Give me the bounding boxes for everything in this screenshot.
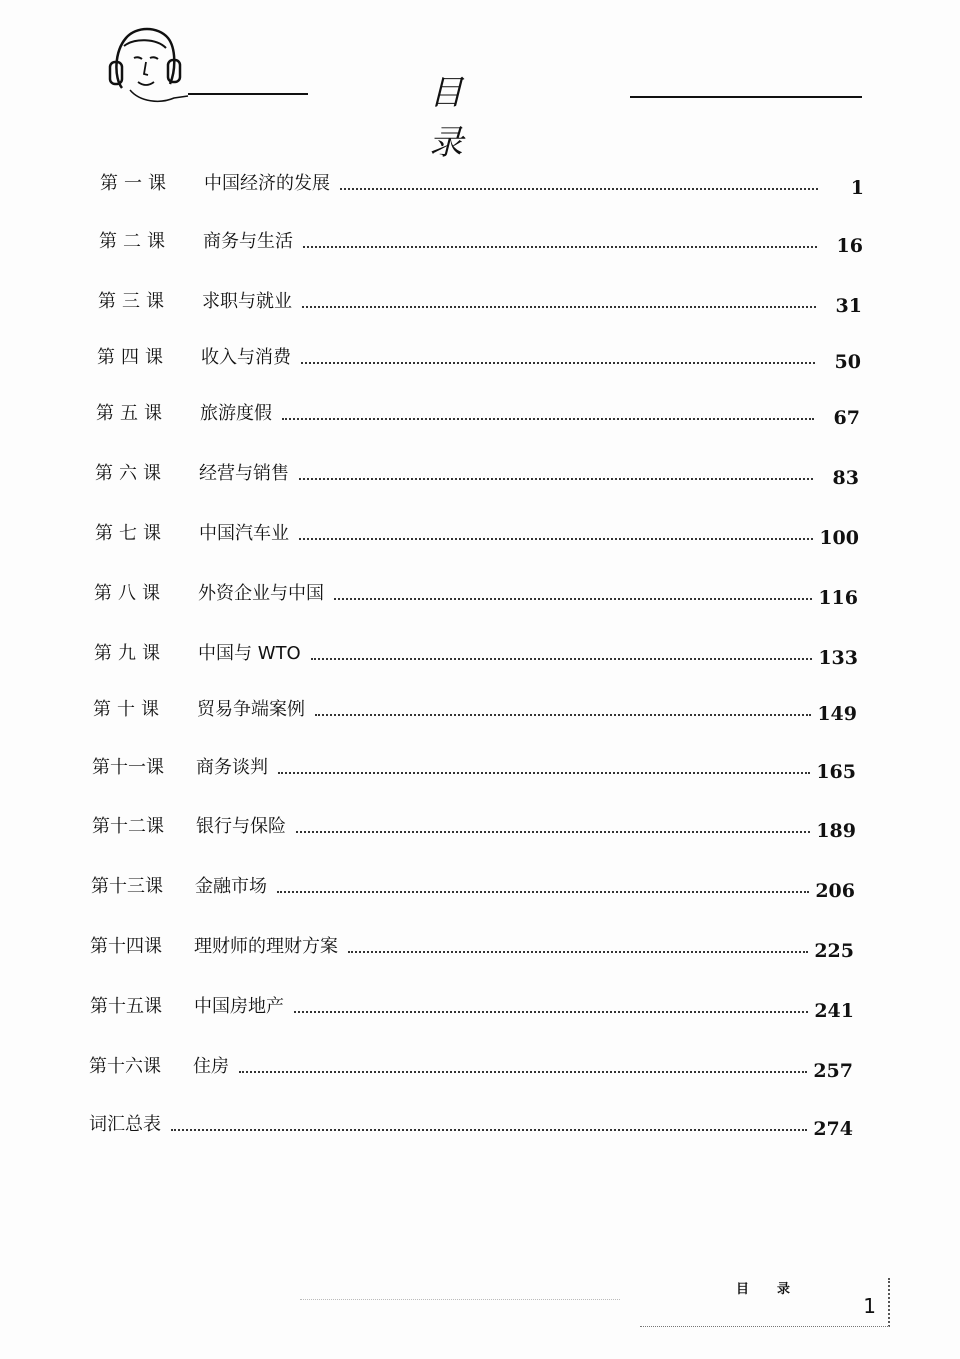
page-number: 165 — [816, 761, 856, 783]
lesson-number: 第十课 — [93, 699, 165, 720]
page-number: 16 — [836, 235, 863, 257]
footer-section-label: 目录 — [736, 1282, 819, 1297]
page-number: 241 — [814, 1000, 854, 1022]
page-number: 31 — [835, 295, 862, 317]
lesson-title: 外资企业与中国 — [198, 583, 324, 604]
lesson-number: 第十五课 — [90, 996, 162, 1017]
toc-entry[interactable] — [94, 574, 858, 608]
page-number: 149 — [817, 703, 857, 725]
lesson-number: 第八课 — [94, 583, 166, 604]
lesson-number: 第十六课 — [89, 1056, 161, 1077]
page-number: 100 — [819, 527, 859, 549]
toc-entry[interactable] — [95, 514, 859, 548]
lesson-title: 银行与保险 — [196, 816, 286, 837]
toc-entry[interactable] — [96, 394, 860, 428]
lesson-title: 中国与 WTO — [198, 643, 301, 664]
toc-entry[interactable] — [92, 748, 856, 782]
dot-leader — [334, 597, 812, 600]
dot-leader — [282, 417, 814, 420]
lesson-title: 住房 — [193, 1056, 229, 1077]
dot-leader — [239, 1070, 807, 1073]
dot-leader — [171, 1128, 807, 1131]
lesson-title: 金融市场 — [195, 876, 267, 897]
title-rule-left — [188, 93, 308, 95]
dot-leader — [294, 1010, 808, 1013]
footer-page-number: 1 — [863, 1294, 876, 1318]
toc-entry[interactable] — [100, 164, 864, 198]
page-number: 189 — [816, 820, 856, 842]
lesson-title: 商务与生活 — [203, 231, 293, 252]
dot-leader — [302, 305, 816, 308]
dot-leader — [277, 890, 809, 893]
lesson-number: 第十四课 — [90, 936, 162, 957]
toc-entry[interactable] — [90, 927, 854, 961]
lesson-title: 理财师的理财方案 — [194, 936, 338, 957]
lesson-number: 第十一课 — [92, 757, 164, 778]
dot-leader — [301, 361, 815, 364]
lesson-number: 第一课 — [100, 173, 172, 194]
toc-entry[interactable] — [97, 338, 861, 372]
lesson-title: 中国经济的发展 — [204, 173, 330, 194]
lesson-number: 第九课 — [94, 643, 166, 664]
dot-leader — [278, 771, 810, 774]
lesson-number: 第十二课 — [92, 816, 164, 837]
page-number: 133 — [818, 647, 858, 669]
footer-rule — [300, 1298, 620, 1300]
page-number: 206 — [815, 880, 855, 902]
dot-leader — [296, 830, 810, 833]
lesson-number: 第三课 — [98, 291, 170, 312]
dot-leader — [299, 477, 813, 480]
toc-entry[interactable] — [91, 867, 855, 901]
dot-leader — [299, 537, 813, 540]
toc-entry[interactable] — [98, 282, 862, 316]
lesson-number: 第七课 — [95, 523, 167, 544]
page-number: 274 — [813, 1118, 853, 1140]
page-number: 50 — [834, 351, 861, 373]
toc-entry[interactable] — [92, 807, 856, 841]
lesson-title: 求职与就业 — [202, 291, 292, 312]
lesson-number: 第六课 — [95, 463, 167, 484]
toc-entry[interactable] — [89, 1047, 853, 1081]
dot-leader — [340, 187, 818, 190]
page-number: 116 — [818, 587, 858, 609]
page-number: 1 — [850, 177, 864, 199]
face-with-headphones-icon — [100, 18, 190, 110]
vocabulary-title: 词汇总表 — [89, 1114, 161, 1135]
lesson-number: 第四课 — [97, 347, 169, 368]
lesson-title: 贸易争端案例 — [197, 699, 305, 720]
toc-entry[interactable] — [99, 222, 863, 256]
lesson-title: 经营与销售 — [199, 463, 289, 484]
toc-entry[interactable] — [94, 634, 858, 668]
page-number: 257 — [813, 1060, 853, 1082]
running-footer — [640, 1278, 890, 1327]
lesson-title: 中国房地产 — [194, 996, 284, 1017]
lesson-number: 第二课 — [99, 231, 171, 252]
lesson-number: 第十三课 — [91, 876, 163, 897]
page-title: 目 录 — [429, 73, 511, 163]
page-number: 225 — [814, 940, 854, 962]
lesson-title: 商务谈判 — [196, 757, 268, 778]
lesson-title: 中国汽车业 — [199, 523, 289, 544]
toc-entry[interactable] — [90, 987, 854, 1021]
dot-leader — [311, 657, 812, 660]
lesson-title: 旅游度假 — [200, 403, 272, 424]
toc-entry[interactable] — [95, 454, 859, 488]
dot-leader — [315, 713, 811, 716]
toc-entry[interactable] — [93, 690, 857, 724]
toc-entry-vocabulary[interactable] — [89, 1105, 853, 1139]
dot-leader — [348, 950, 808, 953]
page-number: 83 — [832, 467, 859, 489]
lesson-title: 收入与消费 — [201, 347, 291, 368]
dot-leader — [303, 245, 817, 248]
title-rule-right — [630, 96, 862, 98]
page-number: 67 — [833, 407, 860, 429]
lesson-number: 第五课 — [96, 403, 168, 424]
